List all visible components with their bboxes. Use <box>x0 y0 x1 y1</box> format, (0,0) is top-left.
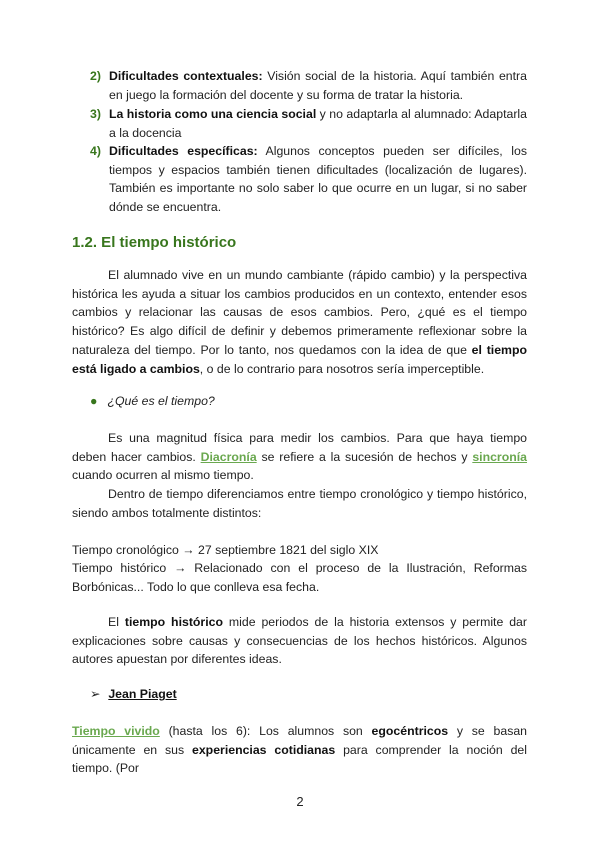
list-item: 2) Dificultades contextuales: Visión social de la historia. Aquí también entra en juego la formación del docente y su forma de tratar la historia. <box>90 69 527 102</box>
arrow-icon: ➢ <box>90 687 101 701</box>
bullet-icon: ● <box>90 394 98 408</box>
section-heading: 1.2. El tiempo histórico <box>72 234 237 251</box>
paragraph: Tiempo vivido (hasta los 6): Los alumnos son egocéntricos y se basan únicamente en sus experiencias cotidianas para comprender la noción del tiempo. (Por <box>72 724 528 776</box>
bullet-item: ● ¿Qué es el tiempo? <box>90 394 215 408</box>
paragraph: El tiempo histórico mide periodos de la historia extensos y permite dar explicaciones sobre causas y consecuencias de los hechos históricos. Algunos autores apuestan por diferentes ideas. <box>72 615 527 667</box>
paragraph: El alumnado vive en un mundo cambiante (rápido cambio) y la perspectiva histórica les ayuda a situar los cambios producidos en un contexto, entender esos cambios y relacionar las causas de esos cambios. Pero, ¿qué es el tiempo histórico? Es algo difícil de definir y debemos primeramente reflexionar sobre la naturaleza del tiempo. Por lo tanto, nos quedamos con la idea de que el tiempo está ligado a cambios, o de lo contrario para nosotros sería imperceptible. <box>72 268 527 376</box>
paragraph: Dentro de tiempo diferenciamos entre tiempo cronológico y tiempo histórico, siendo ambos totalmente distintos: <box>72 487 527 520</box>
paragraph: Es una magnitud física para medir los cambios. Para que haya tiempo deben hacer cambios. Diacronía se refiere a la sucesión de hechos y sincronía cuando ocurren al mismo tiempo. <box>72 431 527 483</box>
diacronia-link[interactable]: Diacronía <box>200 449 257 464</box>
list-item: 4) Dificultades específicas: Algunos conceptos pueden ser difíciles, los tiempos y espacios también tienen dificultades (localización de lugares). También es importante no solo saber lo que ocurre en un lugar, si no saber dónde se encuentra. <box>90 144 527 215</box>
definition: Tiempo histórico → Relacionado con el proceso de la Ilustración, Reformas Borbónicas... Todo lo que conlleva esa fecha. <box>72 561 527 594</box>
author-heading: ➢ Jean Piaget <box>90 687 177 701</box>
tiempo-vivido-link[interactable]: Tiempo vivido <box>72 724 160 738</box>
definition: Tiempo cronológico → 27 septiembre 1821 del siglo XIX <box>72 543 379 557</box>
sincronia-link[interactable]: sincronía <box>472 449 527 464</box>
list-item: 3) La historia como una ciencia social y no adaptarla al alumnado: Adaptarla a la docencia <box>90 107 527 140</box>
page-number: 2 <box>296 794 304 809</box>
